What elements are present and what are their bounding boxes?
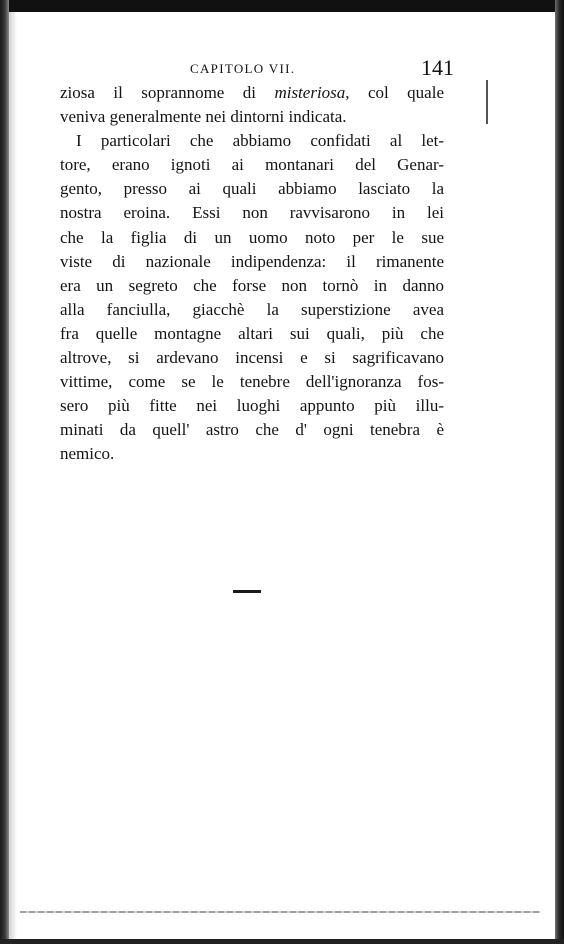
- page-edge-mark: [486, 80, 488, 124]
- text-line-9: era un segreto che forse non tornò in danno: [60, 275, 444, 295]
- text-line-8: viste di nazionale indipendenza: il rimanente: [60, 251, 444, 271]
- scan-bottom-artifact: [20, 911, 540, 913]
- text-line-12: altrove, si ardevano incensi e si sagrificavano: [60, 348, 444, 368]
- text-line-13: vittime, come se le tenebre dell'ignoranza fos-: [60, 372, 444, 392]
- text-line-4: tore, erano ignoti ai montanari del Genar-: [60, 155, 444, 175]
- text-line-11: fra quelle montagne altari sui quali, più che: [60, 323, 444, 343]
- text-line-5: gento, presso ai quali abbiamo lasciato la: [60, 179, 444, 199]
- text-line-14: sero più fitte nei luoghi appunto più illu-: [60, 396, 444, 416]
- text-line-2: veniva generalmente nei dintorni indicata.: [60, 107, 347, 127]
- body-text: [60, 81, 444, 467]
- text-line-1-end: , col quale: [345, 83, 444, 102]
- text-line-15: minati da quell' astro che d' ogni tenebra è: [60, 420, 444, 440]
- section-end-rule: [233, 590, 261, 593]
- text-line-6: nostra eroina. Essi non ravvisarono in lei: [60, 203, 444, 223]
- text-line-1: [60, 81, 444, 105]
- text-line-16: nemico.: [60, 444, 115, 464]
- scan-right-edge: [555, 0, 564, 944]
- scan-binding-shadow: [9, 12, 17, 944]
- text-line-7: che la figlia di un uomo noto per le sue: [60, 227, 444, 247]
- text-line-3: I particolari che abbiamo confidati al let-: [76, 131, 444, 151]
- italic-word: misteriosa: [274, 83, 346, 102]
- text-line-10: alla fanciulla, giacchè la superstizione avea: [60, 299, 444, 319]
- page-number: 141: [421, 55, 454, 80]
- scan-left-edge: [0, 0, 9, 944]
- book-page: [60, 0, 458, 944]
- text-line-1-start: ziosa il soprannome di: [60, 83, 275, 102]
- chapter-heading: CAPITOLO VII.: [190, 61, 296, 76]
